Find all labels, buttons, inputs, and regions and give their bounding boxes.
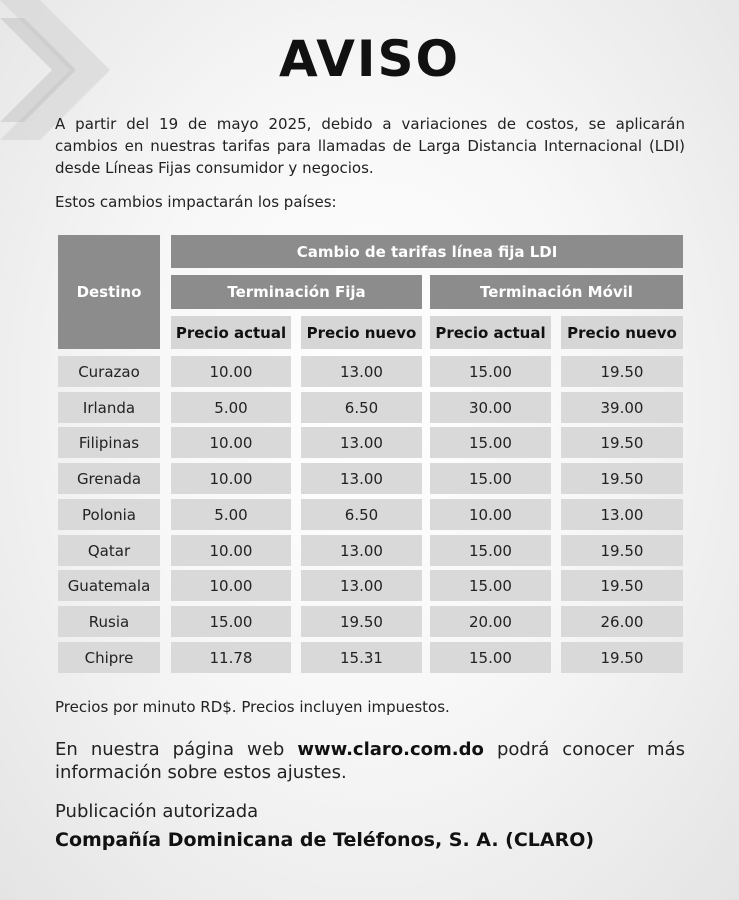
movil-nuevo-cell: 19.50 bbox=[561, 535, 683, 566]
fija-actual-cell: 10.00 bbox=[171, 427, 291, 458]
fija-nuevo-cell: 6.50 bbox=[301, 499, 422, 530]
movil-actual-cell: 30.00 bbox=[430, 392, 551, 423]
destino-header: Destino bbox=[58, 235, 160, 349]
fija-nuevo-cell: 13.00 bbox=[301, 463, 422, 494]
fija-nuevo-cell: 13.00 bbox=[301, 427, 422, 458]
publication-label: Publicación autorizada bbox=[55, 801, 259, 822]
destino-cell: Grenada bbox=[58, 463, 160, 494]
fija-nuevo-cell: 13.00 bbox=[301, 570, 422, 601]
fija-nuevo-cell: 19.50 bbox=[301, 606, 422, 637]
movil-actual-cell: 15.00 bbox=[430, 356, 551, 387]
website-text-after: podrá conocer más información sobre estos ajustes. bbox=[55, 739, 686, 783]
fija-header: Terminación Fija bbox=[171, 275, 422, 309]
movil-nuevo-cell: 19.50 bbox=[561, 427, 683, 458]
col-header-fija-actual: Precio actual bbox=[171, 316, 291, 349]
movil-actual-cell: 15.00 bbox=[430, 642, 551, 673]
destino-cell: Filipinas bbox=[58, 427, 160, 458]
pricing-note: Precios por minuto RD$. Precios incluyen impuestos. bbox=[55, 698, 450, 716]
col-header-fija-nuevo: Precio nuevo bbox=[301, 316, 422, 349]
fija-actual-cell: 5.00 bbox=[171, 499, 291, 530]
destino-cell: Curazao bbox=[58, 356, 160, 387]
destino-cell: Guatemala bbox=[58, 570, 160, 601]
destino-cell: Irlanda bbox=[58, 392, 160, 423]
website-text-before: En nuestra página web bbox=[55, 739, 298, 760]
movil-nuevo-cell: 39.00 bbox=[561, 392, 683, 423]
fija-actual-cell: 11.78 bbox=[171, 642, 291, 673]
movil-nuevo-cell: 19.50 bbox=[561, 356, 683, 387]
group-header: Cambio de tarifas línea fija LDI bbox=[171, 235, 683, 268]
fija-actual-cell: 15.00 bbox=[171, 606, 291, 637]
destino-cell: Polonia bbox=[58, 499, 160, 530]
movil-actual-cell: 15.00 bbox=[430, 570, 551, 601]
movil-actual-cell: 15.00 bbox=[430, 427, 551, 458]
movil-nuevo-cell: 19.50 bbox=[561, 570, 683, 601]
movil-actual-cell: 10.00 bbox=[430, 499, 551, 530]
website-paragraph bbox=[55, 738, 685, 784]
fija-actual-cell: 10.00 bbox=[171, 535, 291, 566]
movil-nuevo-cell: 26.00 bbox=[561, 606, 683, 637]
fija-nuevo-cell: 13.00 bbox=[301, 535, 422, 566]
website-link[interactable]: www.claro.com.do bbox=[297, 739, 484, 760]
movil-actual-cell: 20.00 bbox=[430, 606, 551, 637]
fija-actual-cell: 10.00 bbox=[171, 463, 291, 494]
fija-nuevo-cell: 6.50 bbox=[301, 392, 422, 423]
movil-nuevo-cell: 19.50 bbox=[561, 642, 683, 673]
movil-nuevo-cell: 19.50 bbox=[561, 463, 683, 494]
fija-actual-cell: 10.00 bbox=[171, 356, 291, 387]
intro-paragraph: A partir del 19 de mayo 2025, debido a variaciones de costos, se aplicarán cambios en nuestras tarifas para llamadas de Larga Distancia Internacional (LDI) desde Líneas Fijas consumidor y negocios. bbox=[55, 115, 685, 177]
destino-cell: Qatar bbox=[58, 535, 160, 566]
company-name: Compañía Dominicana de Teléfonos, S. A. (CLARO) bbox=[55, 829, 595, 851]
movil-actual-cell: 15.00 bbox=[430, 463, 551, 494]
fija-nuevo-cell: 13.00 bbox=[301, 356, 422, 387]
movil-actual-cell: 15.00 bbox=[430, 535, 551, 566]
page-title: AVISO bbox=[278, 30, 461, 88]
fija-actual-cell: 10.00 bbox=[171, 570, 291, 601]
impact-label: Estos cambios impactarán los países: bbox=[55, 193, 337, 211]
movil-nuevo-cell: 13.00 bbox=[561, 499, 683, 530]
fija-nuevo-cell: 15.31 bbox=[301, 642, 422, 673]
destino-cell: Chipre bbox=[58, 642, 160, 673]
movil-header: Terminación Móvil bbox=[430, 275, 683, 309]
col-header-movil-nuevo: Precio nuevo bbox=[561, 316, 683, 349]
fija-actual-cell: 5.00 bbox=[171, 392, 291, 423]
col-header-movil-actual: Precio actual bbox=[430, 316, 551, 349]
destino-cell: Rusia bbox=[58, 606, 160, 637]
